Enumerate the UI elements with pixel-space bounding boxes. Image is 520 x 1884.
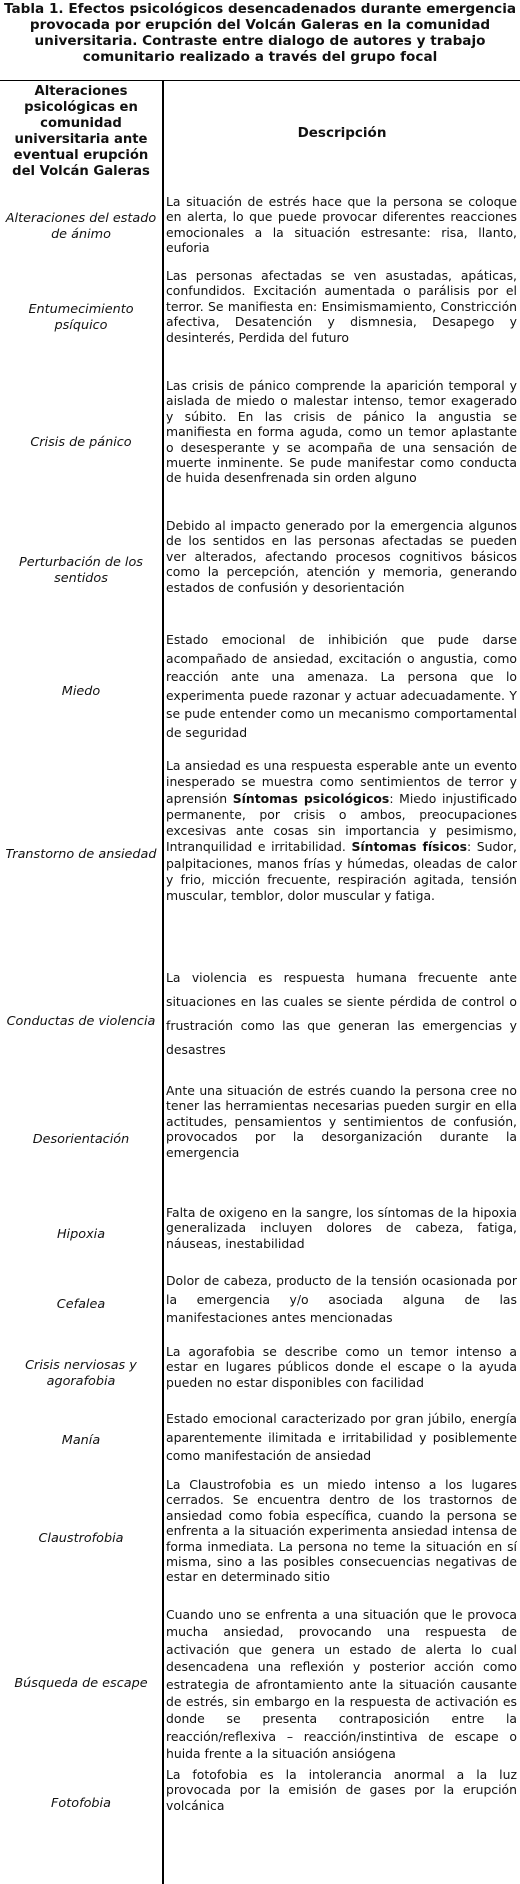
row-term: Búsqueda de escape — [14, 1676, 148, 1691]
row-description: Debido al impacto generado por la emergencia algunos de los sentidos en las personas afectadas se pueden ver alterados, afectando procesos cognitivos básicos como la percepción, atención y memoria, generando estados de confusión y desorientación — [166, 518, 517, 595]
row-term: Crisis de pánico — [30, 435, 132, 450]
row-term: Perturbación de los sentidos — [19, 554, 143, 586]
physical-symptoms-label: Síntomas físicos — [351, 839, 468, 855]
table-row — [0, 1474, 520, 1604]
table-row — [0, 513, 520, 628]
caption-text: Efectos psicológicos desencadenados durante emergencia provocada por erupción del Volcán Galeras en la comunidad universitaria. Contraste entre dialogo de autores y trabajo comunitario realizado a través del grupo focal — [29, 1, 517, 65]
table-row — [0, 1080, 520, 1200]
row-description: Falta de oxigeno en la sangre, los síntomas de la hipoxia generalizada incluyen dolores de cabeza, fatiga, náuseas, inestabilidad — [166, 1205, 517, 1251]
row-term: Conductas de violencia — [6, 1013, 156, 1029]
row-term: Claustrofobia — [38, 1531, 124, 1546]
table-caption — [0, 0, 520, 80]
row-term: Miedo — [61, 683, 101, 699]
caption-number: Tabla 1. — [3, 1, 64, 17]
physical-symptoms-text: : Sudor, palpitaciones, manos frías y húmedas, oleadas de calor y frio, micción frecuente, respiración agitada, tensión muscular, temblor, dolor muscular y fatiga. — [166, 839, 517, 904]
row-description: Cuando uno se enfrenta a una situación que le provoca mucha ansiedad, provocando una respuesta de activación que genera un estado de alerta lo cual desencadena una reflexión y posterior acción como estrategia de afrontamiento ante la situación causante de estrés, sin embargo en la respuesta de activación es donde se presenta contraposición entre la reacción/reflexiva – reacción/instintiva de escape o huida frente a la situación ansiógena — [166, 1607, 517, 1762]
row-description: La violencia es respuesta humana frecuente ante situaciones en las cuales se siente pérdida de control o frustración como las que generan las emergencias y desastres — [166, 970, 517, 1057]
psychological-symptoms-text: : Miedo injustificado permanente, por crisis o ambos, preocupaciones excesivas ante cosas sin importancia y pesimismo, Intranquilidad e irritabilidad. — [166, 790, 517, 855]
table-row — [0, 263, 520, 373]
table-row — [0, 963, 520, 1080]
row-term: Entumecimiento psíquico — [28, 302, 134, 333]
table-row — [0, 1269, 520, 1341]
row-term: Alteraciones del estado de ánimo — [5, 211, 157, 242]
table-row — [0, 373, 520, 513]
row-term: Hipoxia — [56, 1226, 106, 1242]
row-term: Fotofobia — [51, 1796, 111, 1811]
row-description — [166, 758, 517, 905]
row-description: La agorafobia se describe como un temor intenso a estar en lugares públicos donde el escape o la ayuda pueden no estar disponibles con facilidad — [166, 1344, 517, 1390]
anxiety-intro: La ansiedad es una respuesta esperable ante un evento inesperado se muestra como sentimientos de terror y aprensión — [166, 758, 517, 806]
table-row — [0, 1604, 520, 1764]
row-term: Manía — [61, 1432, 101, 1448]
table-row — [0, 1407, 520, 1474]
row-description: Dolor de cabeza, producto de la tensión ocasionada por la emergencia y/o asociada alguna de las manifestaciones antes mencionadas — [166, 1273, 517, 1326]
table-row — [0, 755, 520, 963]
row-term: Transtorno de ansiedad — [5, 847, 157, 862]
table-row — [0, 1764, 520, 1884]
table-row — [0, 1200, 520, 1269]
table-header — [0, 81, 520, 191]
row-description: Estado emocional de inhibición que pude darse acompañado de ansiedad, excitación o angustia, como reacción ante una amenaza. La persona que lo experimenta puede razonar y actuar adecuadamente. Y se pude entender como un mecanismo comportamental de seguridad — [166, 632, 517, 740]
psychological-symptoms-label: Síntomas psicológicos — [232, 790, 390, 806]
row-description: Las personas afectadas se ven asustadas, apáticas, confundidos. Excitación aumentada o parálisis por el terror. Se manifiesta en: Ensimismamiento, Constricción afectiva, Desatención y dismnesia, Desapego y desinterés, Perdida del futuro — [166, 268, 517, 345]
row-term: Crisis nerviosas y agorafobia — [25, 1358, 137, 1389]
header-descripcion: Descripción — [297, 125, 387, 141]
row-description: La fotofobia es la intolerancia anormal a la luz provocada por la emisión de gases por la erupción volcánica — [166, 1767, 517, 1813]
row-description: La Claustrofobia es un miedo intenso a los lugares cerrados. Se encuentra dentro de los trastornos de ansiedad como fobia específica, cuando la persona se enfrenta a la situación experimenta ansiedad intensa de forma inmediata. La persona no teme la situación en sí misma, sino a las posibles consecuencias negativas de estar en determinado sitio — [166, 1477, 517, 1585]
header-alteraciones: Alteraciones psicológicas en comunidad universitaria ante eventual erupción del Volcán Galeras — [12, 84, 150, 179]
table-row — [0, 1341, 520, 1407]
row-description: La situación de estrés hace que la persona se coloque en alerta, lo que puede provocar diferentes reacciones emocionales a la situación estresante: risa, llanto, euforia — [166, 194, 517, 256]
row-term: Desorientación — [32, 1132, 130, 1147]
row-description: Las crisis de pánico comprende la aparición temporal y aislada de miedo o malestar intenso, temor exagerado y súbito. En las crisis de pánico la angustia se manifiesta en forma aguda, como un temor aplastante o desesperante y se acompaña de una sensación de muerte inminente. Se pude manifestar como conducta de huida desenfrenada sin orden alguno — [166, 378, 517, 486]
row-description: Ante una situación de estrés cuando la persona cree no tener las herramientas necesarias pueden surgir en ella actitudes, pensamientos y sentimientos de confusión, provocados por la desorganización durante la emergencia — [166, 1083, 517, 1160]
row-description: Estado emocional caracterizado por gran júbilo, energía aparentemente ilimitada e irritabilidad y posiblemente como manifestación de ansiedad — [166, 1411, 517, 1464]
table-row — [0, 191, 520, 263]
row-term: Cefalea — [56, 1297, 106, 1312]
table-row — [0, 628, 520, 755]
